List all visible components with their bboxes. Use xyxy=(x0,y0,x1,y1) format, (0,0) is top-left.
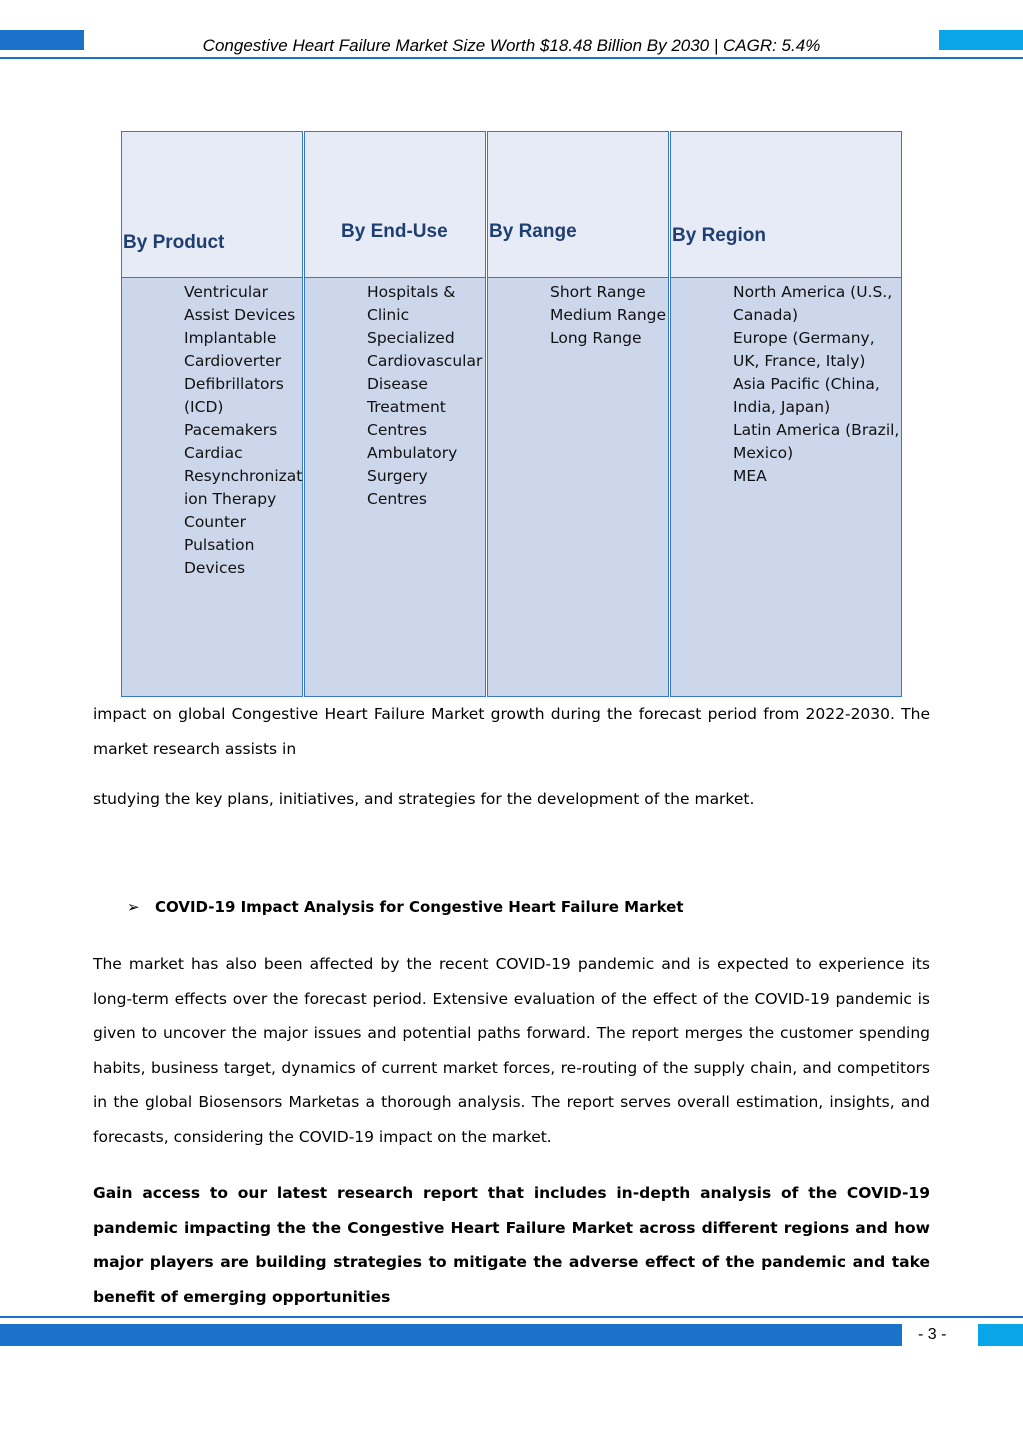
segment-heading: By Range xyxy=(489,221,577,242)
header-accent-right xyxy=(939,30,1023,50)
segment-item: Implantable Cardioverter Defibrillators (ICD) xyxy=(184,329,284,416)
segment-items xyxy=(550,281,670,350)
segment-header xyxy=(671,132,901,278)
segment-item: Asia Pacific (China, India, Japan) xyxy=(733,375,880,416)
segment-heading: By End-Use xyxy=(341,221,448,242)
segment-column-region xyxy=(670,131,902,697)
segment-item: Specialized Cardiovascular Disease Treatment Centres xyxy=(367,329,483,439)
segment-item: Long Range xyxy=(550,329,642,347)
segment-heading: By Product xyxy=(123,232,225,253)
segment-item: Latin America (Brazil, Mexico) xyxy=(733,421,900,462)
segment-header xyxy=(488,132,668,278)
segment-item: Ambulatory Surgery Centres xyxy=(367,444,458,508)
segment-item: Counter Pulsation Devices xyxy=(184,513,255,577)
footer-bar xyxy=(0,1324,902,1346)
arrow-bullet-icon: ➢ xyxy=(127,898,140,916)
segment-column-product xyxy=(121,131,303,697)
segment-item: Hospitals & Clinic xyxy=(367,283,456,324)
segment-item: Medium Range xyxy=(550,306,667,324)
footer-rule xyxy=(0,1316,1023,1318)
body-paragraph: studying the key plans, initiatives, and strategies for the development of the market. xyxy=(93,790,755,808)
header-rule xyxy=(0,57,1023,59)
segment-item: Ventricular Assist Devices xyxy=(184,283,296,324)
segment-header xyxy=(122,132,302,278)
segment-header xyxy=(305,132,485,278)
segmentation-table xyxy=(121,131,902,697)
call-to-action-paragraph: Gain access to our latest research report that includes in-depth analysis of the COVID-19 pandemic impacting the the Congestive Heart Failure Market across different regions and how major players are building strategies to mitigate the adverse effect of the pandemic and take benefit of emerging opportunities xyxy=(93,1184,930,1306)
segment-item: MEA xyxy=(733,467,767,485)
segment-items xyxy=(184,281,304,580)
segment-item: North America (U.S., Canada) xyxy=(733,283,893,324)
segment-column-range xyxy=(487,131,669,697)
page-header-title: Congestive Heart Failure Market Size Worth $18.48 Billion By 2030 | CAGR: 5.4% xyxy=(202,36,821,55)
segment-items xyxy=(367,281,487,511)
body-paragraph: The market has also been affected by the recent COVID-19 pandemic and is expected to experience its long-term effects over the forecast period. Extensive evaluation of the effect of the COVID-19 pandemic is given to uncover the major issues and potential paths forward. The report merges the customer spending habits, business target, dynamics of current market forces, re-routing of the supply chain, and competitors in the global Biosensors Marketas a thorough analysis. The report serves overall estimation, insights, and forecasts, considering the COVID-19 impact on the market. xyxy=(93,955,930,1146)
body-paragraph: impact on global Congestive Heart Failure Market growth during the forecast period from 2022-2030. The market research assists in xyxy=(93,705,930,758)
covid-section-heading xyxy=(127,898,684,916)
page-number: - 3 - xyxy=(918,1326,947,1343)
segment-item: Europe (Germany, UK, France, Italy) xyxy=(733,329,875,370)
segment-item: Cardiac Resynchronizat ion Therapy xyxy=(184,444,303,508)
segment-heading: By Region xyxy=(672,225,766,246)
segment-item: Pacemakers xyxy=(184,421,278,439)
footer-accent-right xyxy=(978,1324,1023,1346)
segment-item: Short Range xyxy=(550,283,646,301)
covid-heading-text: COVID-19 Impact Analysis for Congestive Heart Failure Market xyxy=(155,898,684,916)
segment-items xyxy=(733,281,901,488)
segment-column-end-use xyxy=(304,131,486,697)
